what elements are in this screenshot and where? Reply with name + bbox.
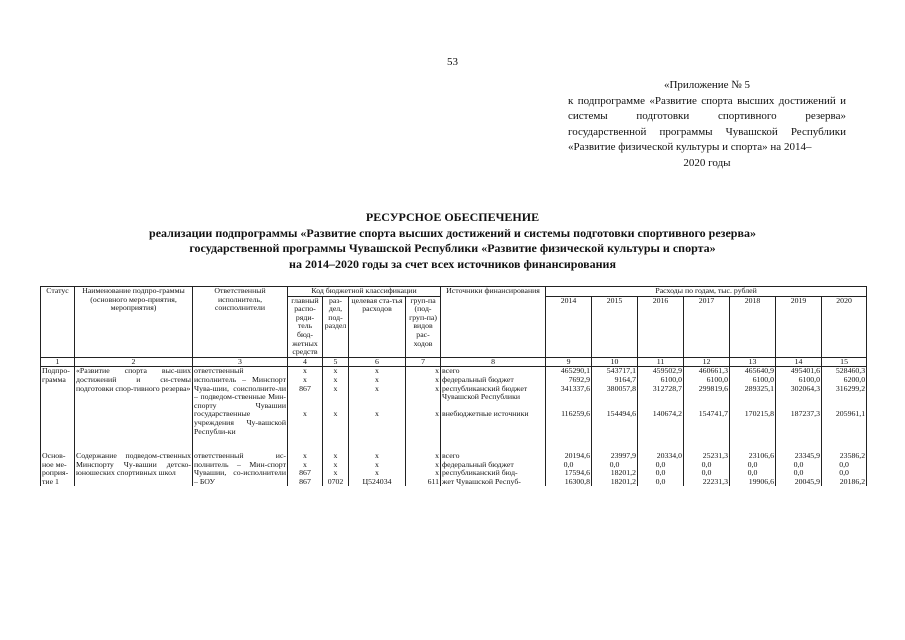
subprogram-row xyxy=(41,367,867,436)
appendix-body: к подпрограмме «Развитие спорта высших достижений и системы подготовки спортивного резерва» государственной программы Чувашской Республики «Развитие физической культуры и спорта» на 2014– xyxy=(568,94,846,153)
header-year: 2016 xyxy=(638,296,684,357)
main-activity-row xyxy=(41,452,867,486)
grbs-cell: x x 867 x xyxy=(288,367,323,436)
heading-line-4: на 2014–2020 годы за счет всех источников финансирования xyxy=(289,256,616,271)
header-executor: Ответственный исполнитель, соисполнители xyxy=(193,287,288,358)
source-cell: всего федеральный бюджет республиканский бюджет Чувашской Республики внебюджетные источники xyxy=(441,367,546,436)
source-cell: всего федеральный бюджет республиканский бюд- жет Чувашской Респуб- xyxy=(441,452,546,486)
header-expenses: Расходы по годам, тыс. рублей xyxy=(546,287,867,297)
header-sources: Источники финансирования xyxy=(441,287,546,358)
spacer-row xyxy=(41,436,867,452)
target-cell: x x x x xyxy=(349,367,406,436)
header-year: 2015 xyxy=(592,296,638,357)
value-cell-2017: 25231,3 0,0 0,0 22231,3 xyxy=(684,452,730,486)
value-cell-2014: 20194,6 0,0 17594,6 16300,8 xyxy=(546,452,592,486)
value-cell-2016: 459502,9 6100,0 312728,7 140674,2 xyxy=(638,367,684,436)
column-number: 2 xyxy=(75,357,193,367)
grbs-cell: x x 867 867 xyxy=(288,452,323,486)
column-number: 5 xyxy=(323,357,349,367)
column-number: 14 xyxy=(776,357,822,367)
column-number: 3 xyxy=(193,357,288,367)
header-target: целевая ста-тья расходов xyxy=(349,296,406,357)
header-grbs: главный распо-ряди-тель бюд-жетных средств xyxy=(288,296,323,357)
value-cell-2020: 528460,3 6200,0 316299,2 205961,1 xyxy=(822,367,867,436)
activity-status: Основ-ное ме-роприя-тие 1 xyxy=(41,452,75,486)
column-number: 9 xyxy=(546,357,592,367)
subprogram-name: «Развитие спорта выс-ших достижений и си-стемы подготовки спор-тивного резерва» xyxy=(75,367,193,436)
header-year: 2018 xyxy=(730,296,776,357)
heading-line-2: реализации подпрограммы «Развитие спорта высших достижений и системы подготовки спортивного резерва» xyxy=(149,225,756,240)
group-cell: x x x 611 xyxy=(406,452,441,486)
value-cell-2019: 23345,9 0,0 0,0 20045,9 xyxy=(776,452,822,486)
value-cell-2019: 495401,6 6100,0 302064,3 187237,3 xyxy=(776,367,822,436)
header-year: 2017 xyxy=(684,296,730,357)
header-year: 2014 xyxy=(546,296,592,357)
value-cell-2014: 465290,1 7692,9 341337,6 116259,6 xyxy=(546,367,592,436)
activity-name: Содержание подведом-ственных Минспорту Чу-вашии детско-юношеских спортивных школ xyxy=(75,452,193,486)
value-cell-2020: 23586,2 0,0 0,0 20186,2 xyxy=(822,452,867,486)
header-group: груп-па (под-груп-па) видов рас-ходов xyxy=(406,296,441,357)
header-name: Наименование подпро-граммы (основного меро-приятия, мероприятия) xyxy=(75,287,193,358)
page-number: 53 xyxy=(447,56,458,68)
column-number: 8 xyxy=(441,357,546,367)
subprogram-executor: ответственный исполнитель – Минспорт Чува-шии, соисполните-ли – подведом-ственные Мин-спорту Чувашии государственные учреждения Чу-вашской Республи-ки xyxy=(194,366,286,436)
appendix-title: «Приложение № 5 xyxy=(663,79,751,91)
value-cell-2018: 23106,6 0,0 0,0 19906,6 xyxy=(730,452,776,486)
column-number: 13 xyxy=(730,357,776,367)
appendix-note xyxy=(568,78,846,171)
column-number: 7 xyxy=(406,357,441,367)
value-cell-2015: 543717,1 9164,7 380057,8 154494,6 xyxy=(592,367,638,436)
header-budget-code: Код бюджетной классификации xyxy=(288,287,441,297)
column-number: 11 xyxy=(638,357,684,367)
section-cell: x x x 0702 xyxy=(323,452,349,486)
document-heading xyxy=(0,210,905,272)
target-cell: x x x Ц524034 xyxy=(349,452,406,486)
column-number: 6 xyxy=(349,357,406,367)
header-section: раз-дел, под-раздел xyxy=(323,296,349,357)
appendix-years: 2020 годы xyxy=(683,156,731,169)
column-number: 10 xyxy=(592,357,638,367)
value-cell-2017: 460661,3 6100,0 299819,6 154741,7 xyxy=(684,367,730,436)
resource-table xyxy=(40,286,867,486)
value-cell-2018: 465640,9 6100,0 289325,1 170215,8 xyxy=(730,367,776,436)
activity-executor: ответственный ис-полнитель – Мин-спорт Чувашии, со-исполнители – БОУ xyxy=(194,451,286,486)
header-year: 2019 xyxy=(776,296,822,357)
subprogram-status: Подпро-грамма xyxy=(41,367,75,436)
value-cell-2016: 20334,0 0,0 0,0 0,0 xyxy=(638,452,684,486)
header-year: 2020 xyxy=(822,296,867,357)
group-cell: x x x x xyxy=(406,367,441,436)
column-number: 12 xyxy=(684,357,730,367)
column-number: 15 xyxy=(822,357,867,367)
column-number: 4 xyxy=(288,357,323,367)
header-status: Статус xyxy=(41,287,75,358)
column-number: 1 xyxy=(41,357,75,367)
section-cell: x x x x xyxy=(323,367,349,436)
value-cell-2015: 23997,9 0,0 18201,2 18201,2 xyxy=(592,452,638,486)
heading-line-3: государственной программы Чувашской Республики «Развитие физической культуры и спорта» xyxy=(189,241,716,255)
heading-title: РЕСУРСНОЕ ОБЕСПЕЧЕНИЕ xyxy=(365,210,540,224)
